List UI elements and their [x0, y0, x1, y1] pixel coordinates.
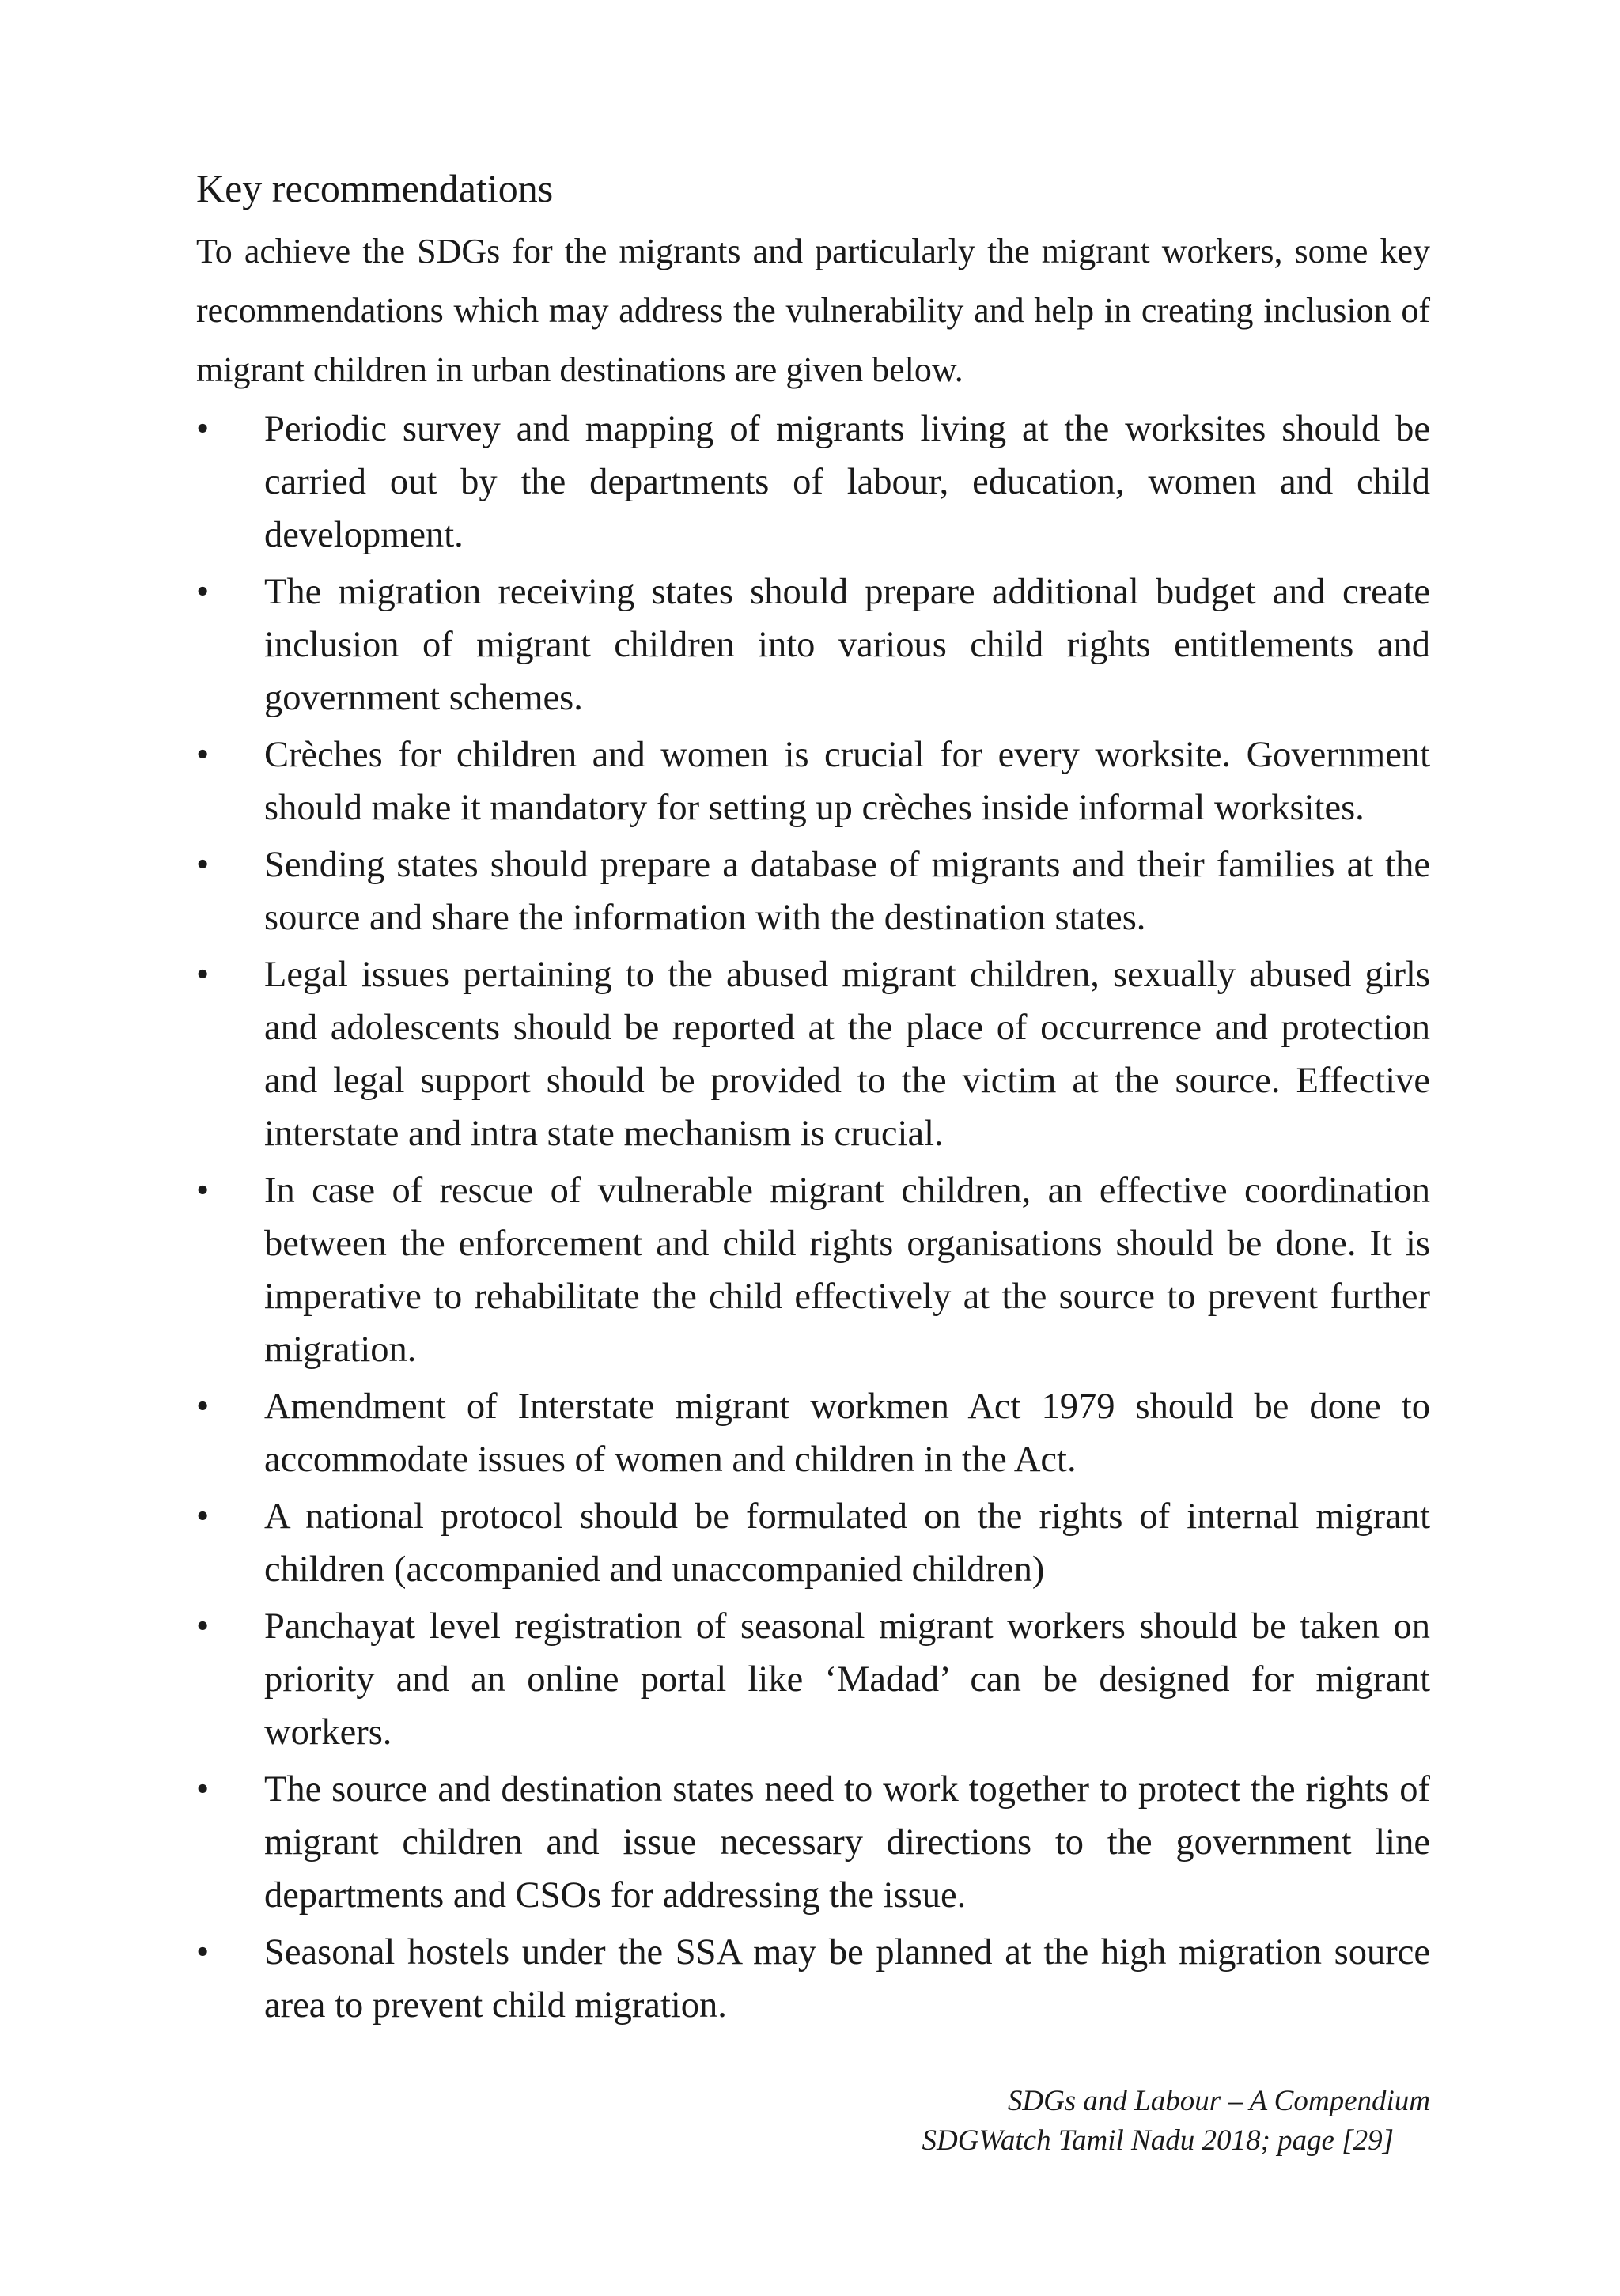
bullet-icon: •: [196, 955, 210, 995]
recommendation-text: A national protocol should be formulated on the rights of internal migrant children (accompanied and unaccompanied children): [264, 1496, 1430, 1590]
list-item: [196, 1380, 1430, 1486]
recommendation-text: Sending states should prepare a database of migrants and their families at the source and share the information with the destination states.: [264, 845, 1430, 938]
bullet-icon: •: [196, 572, 210, 612]
recommendation-text: Seasonal hostels under the SSA may be planned at the high migration source area to prevent child migration.: [264, 1932, 1430, 2026]
list-item: [196, 403, 1430, 562]
recommendations-list: [196, 403, 1430, 2032]
footer-publication-title: SDGs and Labour – A Compendium: [1007, 2085, 1430, 2117]
list-item: [196, 838, 1430, 944]
recommendation-text: Periodic survey and mapping of migrants living at the worksites should be carried out by the departments of labour, education, women and child development.: [264, 409, 1430, 555]
recommendation-text: Crèches for children and women is crucial for every worksite. Government should make it mandatory for setting up crèches inside informal worksites.: [264, 735, 1430, 828]
list-item: [196, 948, 1430, 1160]
recommendation-text: In case of rescue of vulnerable migrant children, an effective coordination between the enforcement and child rights organisations should be done. It is imperative to rehabilitate the child effectively at the source to prevent further migration.: [264, 1171, 1430, 1370]
bullet-icon: •: [196, 1932, 210, 1973]
list-item: [196, 1763, 1430, 1922]
list-item: [196, 1926, 1430, 2032]
recommendation-text: The migration receiving states should prepare additional budget and create inclusion of migrant children into various child rights entitlements and government schemes.: [264, 572, 1430, 718]
recommendation-text: Legal issues pertaining to the abused migrant children, sexually abused girls and adolescents should be reported at the place of occurrence and protection and legal support should be provided to the victim at the source. Effective interstate and intra state mechanism is crucial.: [264, 955, 1430, 1154]
list-item: [196, 728, 1430, 834]
recommendation-text: Panchayat level registration of seasonal migrant workers should be taken on priority and an online portal like ‘Madad’ can be designed for migrant workers.: [264, 1606, 1430, 1753]
page-footer: [922, 2082, 1431, 2161]
intro-paragraph: To achieve the SDGs for the migrants and particularly the migrant workers, some key recommendations which may address the vulnerability and help in creating inclusion of migrant children in urban destinations are given below.: [196, 232, 1430, 389]
section-heading: Key recommendations: [196, 166, 554, 210]
bullet-icon: •: [196, 1769, 210, 1810]
bullet-icon: •: [196, 1386, 210, 1427]
list-item: [196, 1600, 1430, 1759]
footer-page-reference: SDGWatch Tamil Nadu 2018; page [29]: [922, 2124, 1394, 2157]
list-item: [196, 1164, 1430, 1376]
bullet-icon: •: [196, 845, 210, 885]
bullet-icon: •: [196, 1606, 210, 1647]
bullet-icon: •: [196, 735, 210, 775]
list-item: [196, 565, 1430, 724]
bullet-icon: •: [196, 409, 210, 449]
bullet-icon: •: [196, 1496, 210, 1537]
document-page: [196, 155, 1430, 2036]
list-item: [196, 1490, 1430, 1596]
bullet-icon: •: [196, 1171, 210, 1211]
recommendation-text: Amendment of Interstate migrant workmen Act 1979 should be done to accommodate issues of women and children in the Act.: [264, 1386, 1430, 1480]
recommendation-text: The source and destination states need to work together to protect the rights of migrant children and issue necessary directions to the government line departments and CSOs for addressing the issue.: [264, 1769, 1430, 1916]
